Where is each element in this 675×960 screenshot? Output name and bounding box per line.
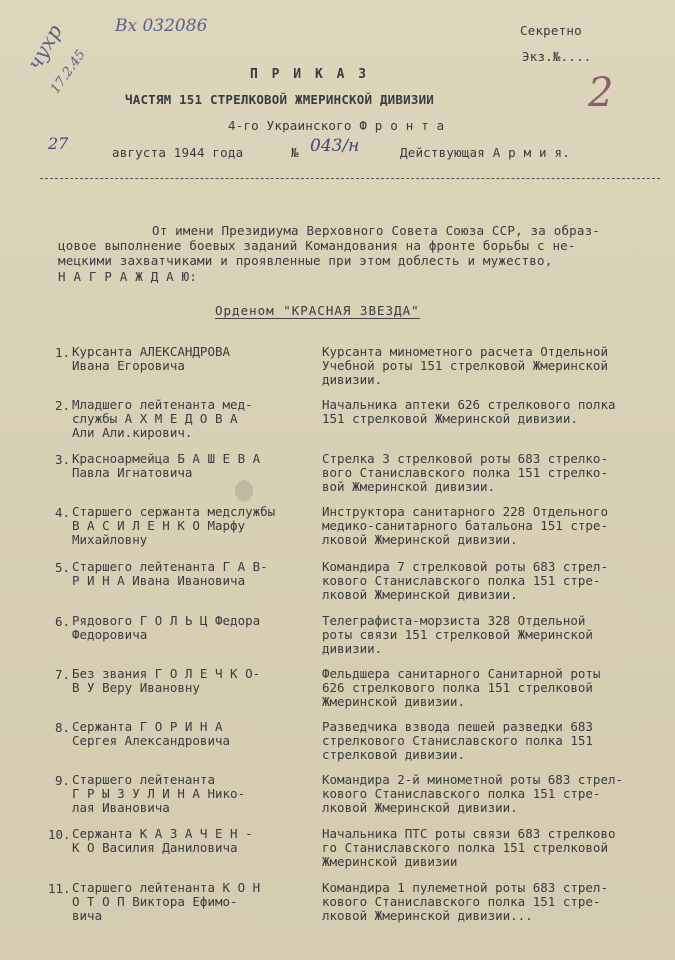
- recipient-name: Рядового Г О Л Ь Ц Федора Федоровича: [72, 613, 261, 642]
- recipient-name: Младшего лейтенанта мед- службы А Х М Е Д О В А Али Али.кирович.: [72, 397, 253, 440]
- handwritten-page-number: 2: [588, 70, 614, 116]
- header-front: 4-го Украинского Ф р о н т а: [228, 118, 445, 133]
- preamble-line-4: Н А Г Р А Ж Д А Ю:: [58, 269, 198, 284]
- recipient-position: Фельдшера санитарного Санитарной роты 626 стрелкового полка 151 стрелковой Жмеринской дивизии.: [322, 666, 601, 709]
- header-units: ЧАСТЯМ 151 СТРЕЛКОВОЙ ЖМЕРИНСКОЙ ДИВИЗИИ: [125, 92, 435, 107]
- recipient-name: Красноармейца Б А Ш Е В А Павла Игнатовича: [72, 451, 261, 480]
- recipient-number: 10.: [48, 827, 71, 842]
- recipient-name: Старшего лейтенанта К О Н О Т О П Виктора Ефимо- вича: [72, 880, 261, 923]
- handwritten-note-date: 17.2.45: [48, 47, 89, 97]
- recipient-name: Курсанта АЛЕКСАНДРОВА Ивана Егоровича: [72, 344, 231, 373]
- army-label: Действующая А р м и я.: [400, 145, 570, 160]
- recipient-number: 9.: [55, 773, 71, 788]
- copy-number-label: Экз.№....: [522, 49, 592, 64]
- recipient-number: 3.: [55, 452, 71, 467]
- paper-stain: [235, 480, 253, 502]
- recipient-name: Старшего сержанта медслужбы В А С И Л Е Н К О Марфу Михайловну: [72, 504, 276, 547]
- recipient-position: Начальника аптеки 626 стрелкового полка 151 стрелковой Жмеринской дивизии.: [322, 397, 616, 426]
- recipient-position: Телеграфиста-морзиста 328 Отдельной роты связи 151 стрелковой Жмеринской дивизии.: [322, 613, 593, 656]
- recipient-number: 8.: [55, 720, 71, 735]
- recipient-number: 11.: [48, 881, 71, 896]
- recipient-number: 4.: [55, 505, 71, 520]
- handwritten-archive-number: Вх 032086: [115, 16, 208, 36]
- order-title: П Р И К А З: [250, 67, 370, 82]
- recipient-position: Инструктора санитарного 228 Отдельного медико-санитарного батальона 151 стре- лковой Жмеринской дивизии.: [322, 504, 608, 547]
- recipient-name: Старшего лейтенанта Г А В- Р И Н А Ивана Ивановича: [72, 559, 268, 588]
- award-title: Орденом "КРАСНАЯ ЗВЕЗДА": [215, 303, 420, 318]
- recipient-number: 6.: [55, 614, 71, 629]
- preamble-line-1: От имени Президиума Верховного Совета Союза ССР, за образ-: [152, 223, 601, 238]
- secret-label: Секретно: [520, 23, 582, 38]
- handwritten-note: чухр: [22, 20, 67, 75]
- recipient-name: Сержанта Г О Р И Н А Сергея Александровича: [72, 719, 231, 748]
- order-number: 043/н: [310, 136, 360, 156]
- order-number-prefix: №: [291, 145, 299, 160]
- recipient-number: 1.: [55, 345, 71, 360]
- preamble-line-2: цовое выполнение боевых заданий Командования на фронте борьбы с не-: [58, 238, 576, 253]
- recipient-number: 2.: [55, 398, 71, 413]
- recipient-number: 5.: [55, 560, 71, 575]
- recipient-position: Командира 1 пулеметной роты 683 стрел- кового Станиславского полка 151 стре- лковой Жмеринской дивизии...: [322, 880, 608, 923]
- recipient-position: Курсанта минометного расчета Отдельной Учебной роты 151 стрелковой Жмеринской дивизии.: [322, 344, 608, 387]
- recipient-name: Сержанта К А З А Ч Е Н - К О Василия Даниловича: [72, 826, 253, 855]
- recipient-position: Начальника ПТС роты связи 683 стрелково го Станиславского полка 151 стрелковой Жмеринской дивизии: [322, 826, 616, 869]
- recipient-position: Командира 2-й минометной роты 683 стрел- кового Станиславского полка 151 стре- лковой Жмеринской дивизии.: [322, 772, 624, 815]
- recipient-position: Командира 7 стрелковой роты 683 стрел- кового Станиславского полка 151 стре- лковой Жмеринской дивизии.: [322, 559, 608, 602]
- recipient-name: Старшего лейтенанта Г Р Ы З У Л И Н А Нико- лая Ивановича: [72, 772, 246, 815]
- order-date: августа 1944 года: [112, 145, 244, 160]
- recipient-name: Без звания Г О Л Е Ч К О- В У Веру Ивановну: [72, 666, 261, 695]
- header-divider: [40, 178, 660, 179]
- recipient-position: Стрелка 3 стрелковой роты 683 стрелко- вого Станиславского полка 151 стрелко- вой Жмеринской дивизии.: [322, 451, 608, 494]
- order-day: 27: [48, 134, 69, 153]
- preamble-line-3: мецкими захватчиками и проявленные при этом доблесть и мужество,: [58, 253, 553, 268]
- recipient-position: Разведчика взвода пешей разведки 683 стрелкового Станиславского полка 151 стрелковой дивизии.: [322, 719, 593, 762]
- recipient-number: 7.: [55, 667, 71, 682]
